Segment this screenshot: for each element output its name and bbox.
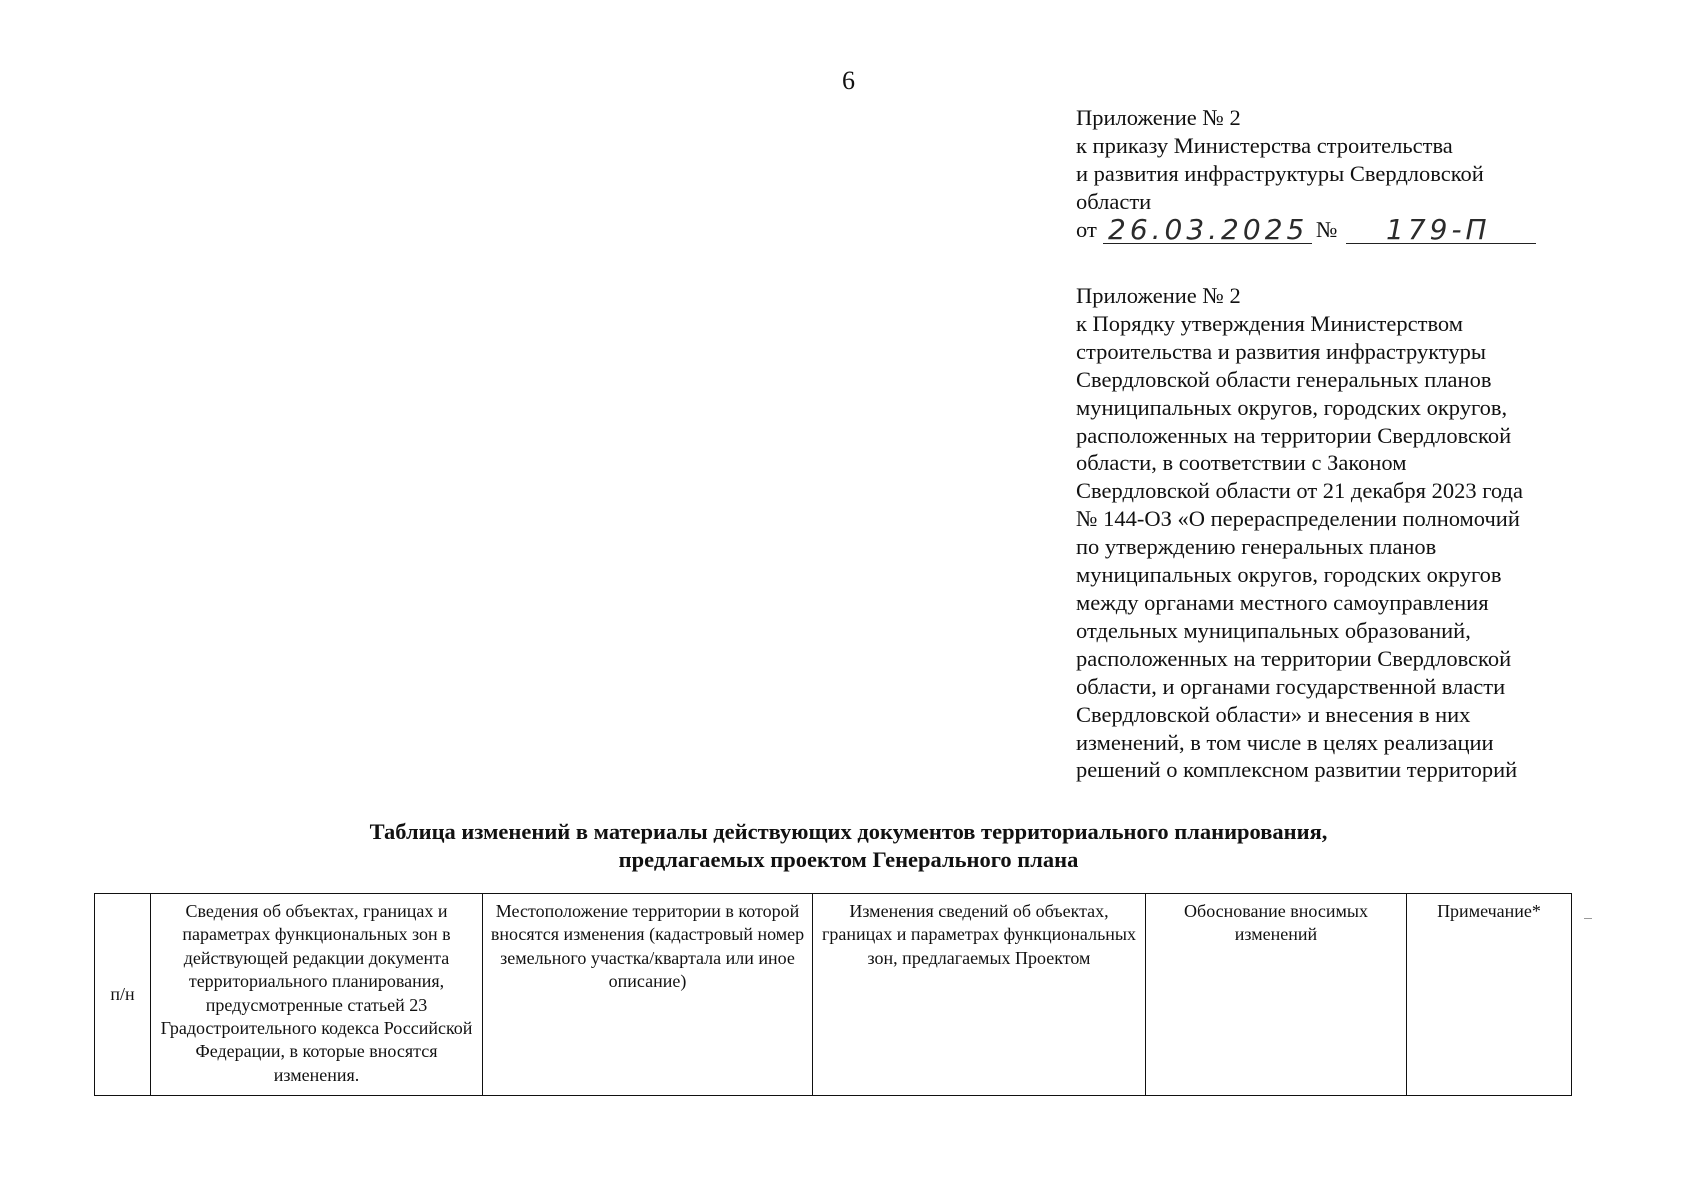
appendix-line: расположенных на территории Свердловской (1076, 645, 1512, 671)
number-prefix: № (1316, 216, 1338, 242)
header-cell-justification: Обоснование вносимых изменений (1146, 894, 1407, 1096)
header-cell-number: п/н (95, 894, 151, 1096)
order-date-number-line (1076, 212, 1596, 250)
table-title-line-2: предлагаемых проектом Генерального плана (618, 847, 1079, 872)
handwritten-number: 179-П (1386, 212, 1491, 246)
appendix-line: области, и органами государственной власти (1076, 673, 1506, 699)
appendix-procedure-block (1076, 282, 1596, 784)
table-title-line-1: Таблица изменений в материалы действующих документов территориального планирования, (369, 819, 1328, 844)
header-cell-current-data: Сведения об объектах, границах и параметрах функциональных зон в действующей редакции документа территориального планирования, предусмотренные статьей 23 Градостроительного кодекса Российской Федерации, в которые вносятся изменения. (151, 894, 483, 1096)
scan-mark (1584, 918, 1592, 919)
appendix-line: по утверждению генеральных планов (1076, 534, 1437, 560)
appendix-line: изменений, в том числе в целях реализации (1076, 729, 1494, 755)
appendix-line: области, в соответствии с Законом (1076, 450, 1407, 476)
page-number: 6 (842, 66, 855, 95)
appendix-line: Свердловской области генеральных планов (1076, 366, 1492, 392)
header-cell-note: Примечание* (1407, 894, 1572, 1096)
appendix-line: Свердловской области» и внесения в них (1076, 701, 1471, 727)
appendix-title: Приложение № 2 (1076, 105, 1241, 130)
appendix-line: муниципальных округов, городских округов (1076, 562, 1502, 588)
appendix-line: к приказу Министерства строительства (1076, 132, 1453, 158)
appendix-line: области (1076, 188, 1152, 214)
appendix-line: муниципальных округов, городских округов, (1076, 394, 1508, 420)
appendix-line: № 144-ОЗ «О перераспределении полномочий (1076, 506, 1520, 532)
changes-table (94, 893, 1572, 1096)
appendix-line: и развития инфраструктуры Свердловской (1076, 160, 1484, 186)
table-header-row (95, 894, 1572, 1096)
table-title (0, 818, 1697, 874)
appendix-line: между органами местного самоуправления (1076, 589, 1489, 615)
appendix-line: к Порядку утверждения Министерством (1076, 310, 1463, 336)
handwritten-date: 26.03.2025 (1108, 212, 1309, 246)
date-prefix: от (1076, 216, 1097, 242)
appendix-line: строительства и развития инфраструктуры (1076, 338, 1486, 364)
appendix-title: Приложение № 2 (1076, 283, 1241, 308)
appendix-order-block (1076, 104, 1596, 250)
appendix-line: Свердловской области от 21 декабря 2023 года (1076, 478, 1523, 504)
appendix-line: расположенных на территории Свердловской (1076, 422, 1512, 448)
appendix-line: отдельных муниципальных образований, (1076, 617, 1471, 643)
header-cell-location: Местоположение территории в которой вносятся изменения (кадастровый номер земельного участка/квартала или иное описание) (483, 894, 813, 1096)
appendix-line: решений о комплексном развитии территорий (1076, 757, 1518, 783)
header-cell-changes: Изменения сведений об объектах, границах и параметрах функциональных зон, предлагаемых Проектом (813, 894, 1146, 1096)
